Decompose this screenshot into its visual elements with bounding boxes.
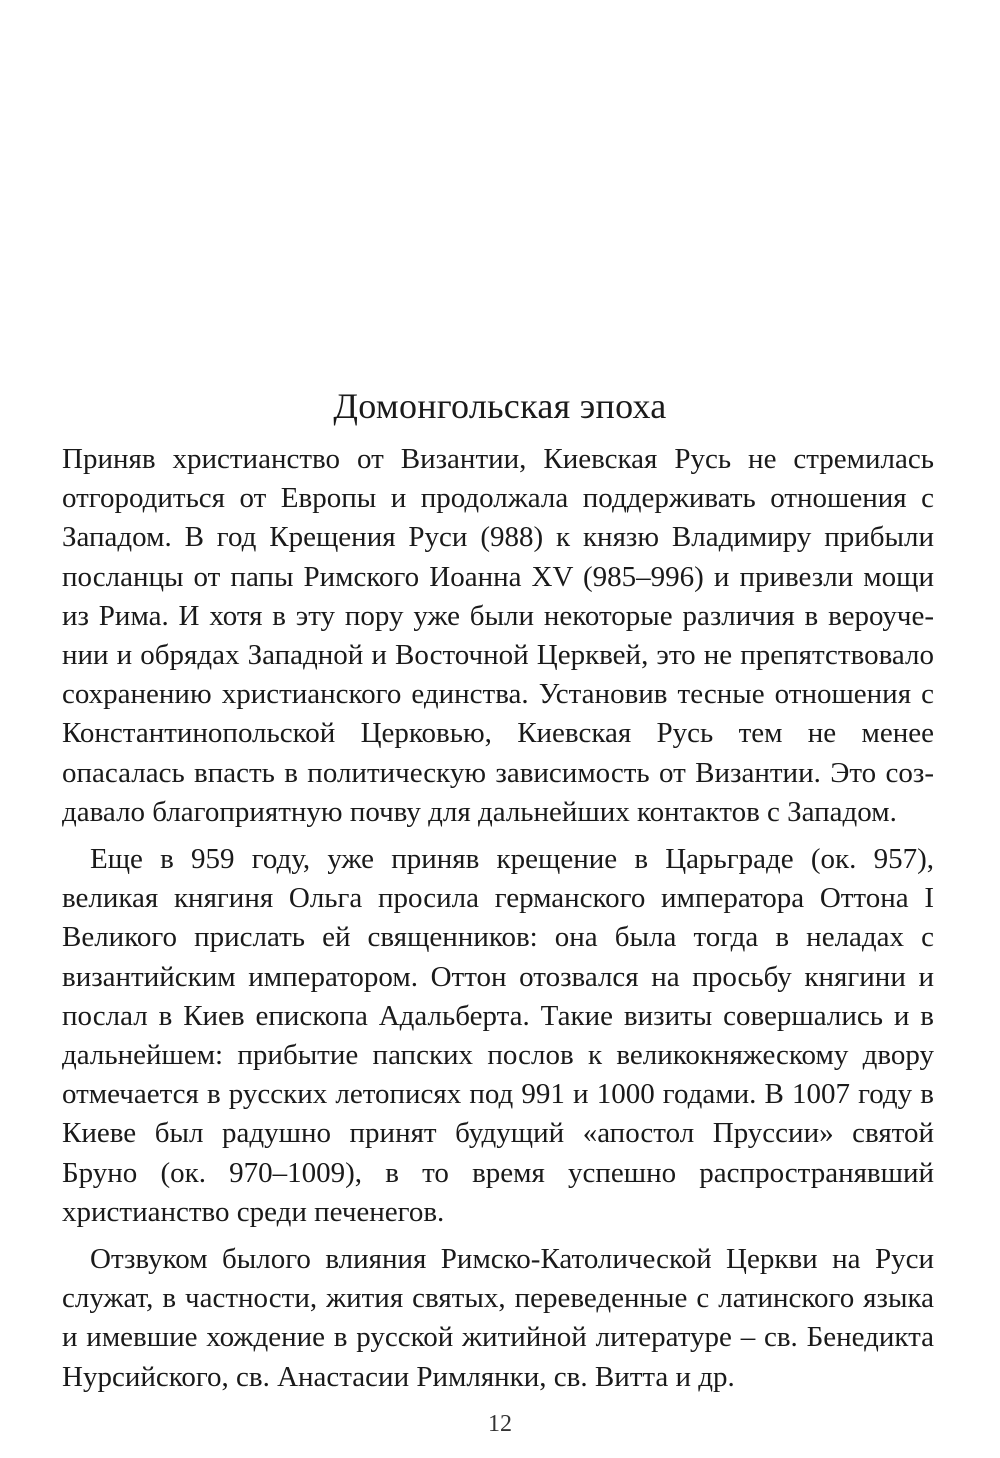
- body-text: [62, 440, 934, 1405]
- page-number: 12: [488, 1411, 512, 1437]
- paragraph: Отзвуком былого влияния Римско-Католической Церкви на Руси служат, в частности, жития святых, переведенные с латинского языка и имевшие хождение в русской житийной литературе – св. Бенедикта Нурсийского, св. Анастасии Римлянки, св. Витта и др.: [62, 1243, 934, 1393]
- paragraph: Еще в 959 году, уже приняв крещение в Царьграде (ок. 957), великая княгиня Ольга просила германского императора Оттона I Великого прислать ей священников: она была тогда в неладах с византийским императором. Оттон отозвался на просьбу княгини и послал в Киев епископа Адальберта. Такие визиты совершались и в дальнейшем: прибытие папских послов к великокняжескому двору отмечается в русских летописях под 991 и 1000 годами. В 1007 году в Киеве был радушно принят будущий «апостол Пруссии» святой Бруно (ок. 970–1009), в то время успешно распространявший христианство среди печенегов.: [62, 843, 934, 1228]
- chapter-title: Домонгольская эпоха: [333, 386, 667, 427]
- paragraph: Приняв христианство от Византии, Киевская Русь не стремилась отгородиться от Европы и продолжала поддерживать отношения с Западом. В год Крещения Руси (988) к князю Владимиру прибыли посланцы от папы Римского Иоанна XV (985–996) и привезли мощи из Рима. И хотя в эту пору уже были некоторые различия в вероучении и обрядах Западной и Восточной Церквей, это не препятствовало сохранению христианского единства. Установив тесные отношения с Константинопольской Церковью, Киевская Русь тем не менее опасалась впасть в политическую зависимость от Византии. Это создавало благоприятную почву для дальнейших контактов с Западом.: [62, 443, 934, 828]
